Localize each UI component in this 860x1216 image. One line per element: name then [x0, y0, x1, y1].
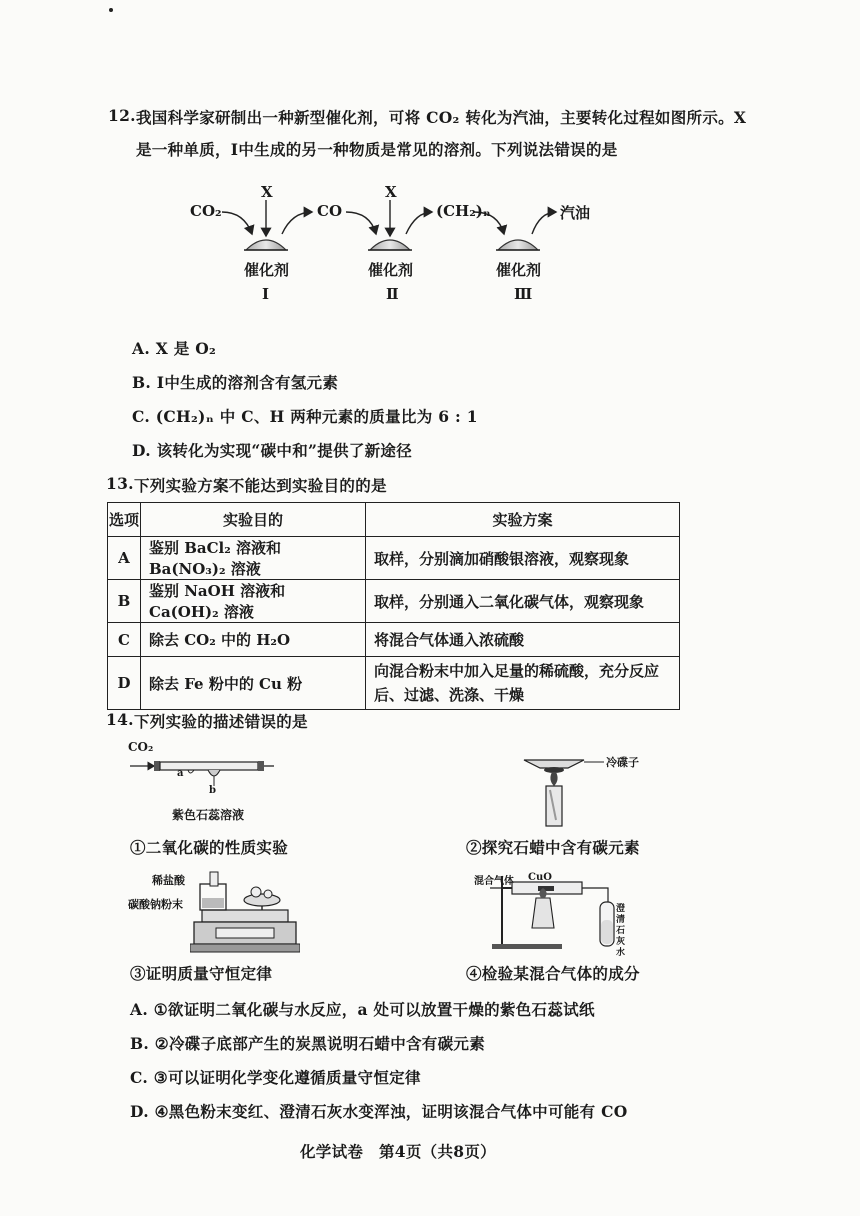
table-cell-option: A [108, 537, 141, 580]
table-row [108, 537, 680, 580]
table-cell-plan: 取样，分别通入二氧化碳气体，观察现象 [366, 580, 680, 623]
table-cell-goal: 除去 Fe 粉中的 Cu 粉 [141, 657, 366, 710]
q14-option-b: B. ②冷碟子底部产生的炭黑说明石蜡中含有碳元素 [130, 1034, 485, 1053]
table-row [108, 657, 680, 710]
table-cell-option: B [108, 580, 141, 623]
fig1-co2-tube-illustration [128, 752, 278, 802]
diagram-co2: CO₂ [190, 202, 222, 220]
table-cell-plan: 将混合气体通入浓硫酸 [366, 623, 680, 657]
q12-stem-line2: 是一种单质，Ⅰ中生成的另一种物质是常见的溶剂。下列说法错误的是 [136, 140, 618, 159]
table-cell-goal: 鉴别 NaOH 溶液和 Ca(OH)₂ 溶液 [141, 580, 366, 623]
q14-stem: 下列实验的描述错误的是 [134, 712, 308, 731]
curve-arrow-3 [346, 212, 376, 234]
q14-option-c: C. ③可以证明化学变化遵循质量守恒定律 [130, 1068, 421, 1087]
fig4-gas-label: 混合气体 [474, 876, 514, 887]
experiment-table [107, 502, 680, 710]
curve-arrow-4 [406, 212, 432, 234]
curve-arrow-6 [532, 212, 556, 234]
q12-option-c: C. (CH₂)ₙ 中 C、H 两种元素的质量比为 6 : 1 [132, 407, 478, 426]
fig2-caption: ②探究石蜡中含有碳元素 [466, 838, 640, 857]
stray-mark [109, 8, 113, 12]
table-row [108, 623, 680, 657]
fig1-label-a: a [177, 768, 184, 779]
stage-label-1: Ⅰ [262, 285, 270, 303]
fig3-caption: ③证明质量守恒定律 [130, 964, 273, 983]
table-header: 实验方案 [366, 503, 680, 537]
catalyst-dome-2 [368, 240, 412, 250]
table-header: 实验目的 [141, 503, 366, 537]
fig2-plate-label: 冷碟子 [606, 756, 639, 769]
fig4-caption: ④检验某混合气体的成分 [466, 964, 640, 983]
table-cell-goal: 鉴别 BaCl₂ 溶液和 Ba(NO₃)₂ 溶液 [141, 537, 366, 580]
table-cell-plan: 向混合粉末中加入足量的稀硫酸，充分反应后、过滤、洗涤、干燥 [366, 657, 680, 710]
q12-option-b: B. Ⅰ中生成的溶剂含有氢元素 [132, 373, 339, 392]
catalyst-label-1: 催化剂 [244, 261, 290, 279]
q12-option-a: A. X 是 O₂ [132, 339, 217, 358]
q14-option-a: A. ①欲证明二氧化碳与水反应，a 处可以放置干燥的紫色石蕊试纸 [130, 1000, 595, 1019]
q14-option-d: D. ④黑色粉末变红、澄清石灰水变浑浊，证明该混合气体中可能有 CO [130, 1102, 628, 1121]
q14-number: 14. [106, 710, 134, 729]
q13-stem: 下列实验方案不能达到实验目的的是 [134, 476, 387, 495]
q13-number: 13. [106, 474, 134, 493]
fig3-acid-label: 稀盐酸 [152, 874, 185, 887]
fig1-caption: ①二氧化碳的性质实验 [130, 838, 289, 857]
table-row [108, 580, 680, 623]
stage-label-3: Ⅲ [514, 285, 533, 303]
table-cell-option: C [108, 623, 141, 657]
catalyst-dome-1 [244, 240, 288, 250]
diagram-co: CO [317, 202, 343, 220]
table-header: 选项 [108, 503, 141, 537]
q12-number: 12. [108, 106, 136, 125]
diagram-x2: X [385, 183, 397, 201]
fig3-powder-label: 碳酸钠粉末 [128, 898, 183, 911]
catalyst-dome-3 [496, 240, 540, 250]
q12-option-d: D. 该转化为实现“碳中和”提供了新途径 [132, 441, 413, 460]
table-cell-plan: 取样，分别滴加硝酸银溶液，观察现象 [366, 537, 680, 580]
page-footer: 化学试卷 第4页（共8页） [300, 1142, 496, 1161]
fig1-label-b: b [209, 785, 216, 796]
fig3-balance-illustration [190, 866, 300, 954]
table-header-row [108, 503, 680, 537]
diagram-x1: X [261, 183, 273, 201]
catalyst-label-2: 催化剂 [368, 261, 414, 279]
table-cell-goal: 除去 CO₂ 中的 H₂O [141, 623, 366, 657]
diagram-product: 汽油 [560, 204, 591, 222]
fig4-cuo-label: CuO [528, 872, 552, 883]
q12-stem-line1: 我国科学家研制出一种新型催化剂，可将 CO₂ 转化为汽油，主要转化过程如图所示。X [136, 108, 747, 127]
catalyst-label-3: 催化剂 [496, 261, 542, 279]
stage-label-2: Ⅱ [386, 285, 399, 303]
diagram-ch2n: (CH₂)ₙ [436, 202, 491, 220]
curve-arrow-2 [282, 212, 312, 234]
fig1-gas-label: CO₂ [128, 740, 154, 754]
curve-arrow-1 [222, 212, 252, 234]
fig4-limewater-label: 澄清石灰水 [616, 904, 626, 958]
table-cell-option: D [108, 657, 141, 710]
fig1-solution-label: 紫色石蕊溶液 [172, 808, 245, 822]
